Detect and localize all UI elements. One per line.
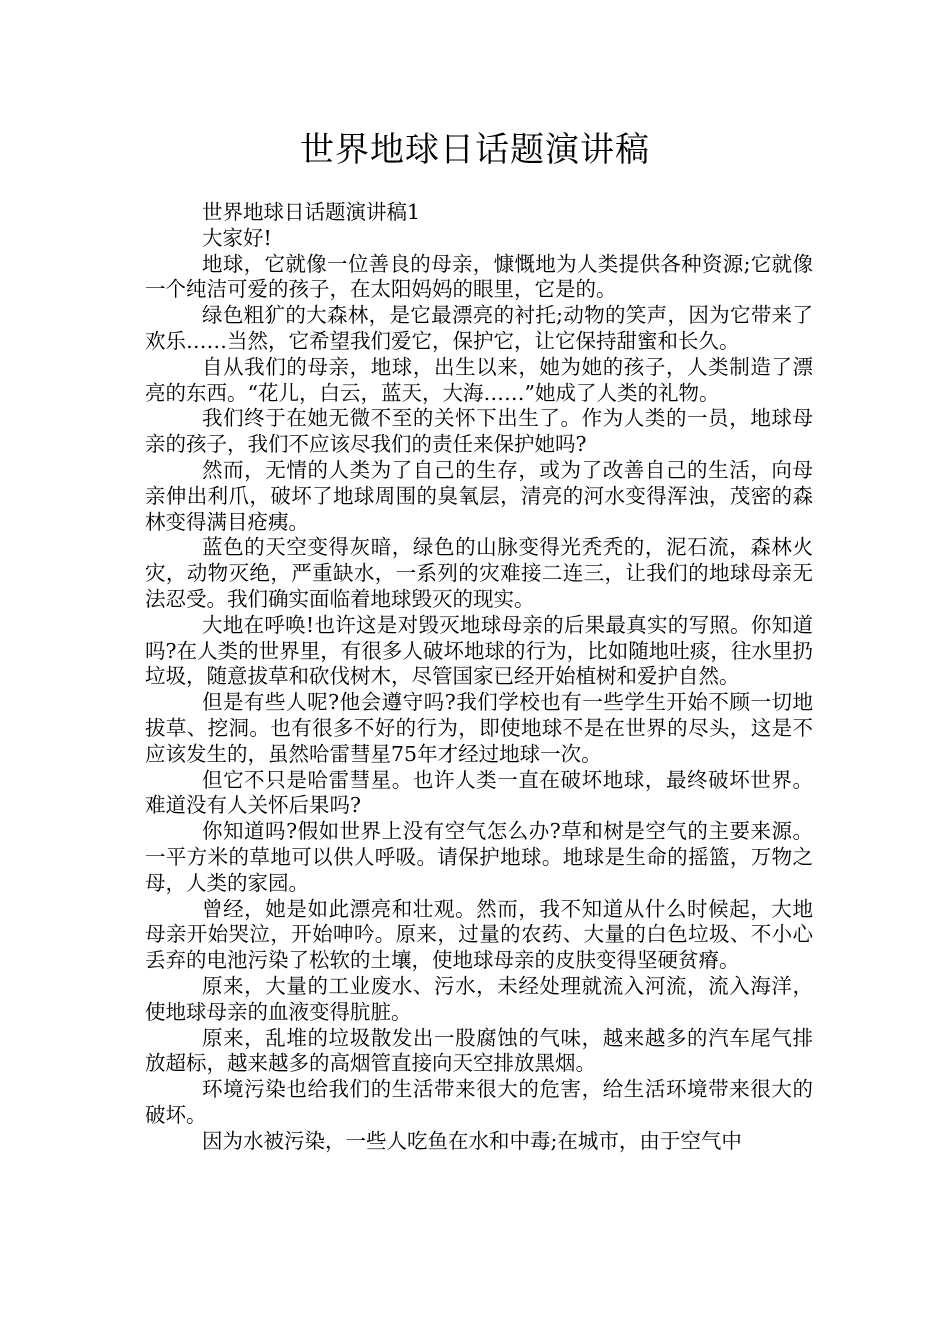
- paragraph: 我们终于在她无微不至的关怀下出生了。作为人类的一员，地球母亲的孩子，我们不应该尽我们的责任来保护她吗?: [145, 406, 813, 457]
- paragraph: 你知道吗?假如世界上没有空气怎么办?草和树是空气的主要来源。一平方米的草地可以供人呼吸。请保护地球。地球是生命的摇篮，万物之母，人类的家园。: [145, 819, 813, 895]
- paragraph: 世界地球日话题演讲稿1: [202, 200, 421, 224]
- paragraph: 但它不只是哈雷彗星。也许人类一直在破坏地球，最终破坏世界。难道没有人关怀后果吗?: [145, 767, 813, 818]
- paragraph: 大地在呼唤!也许这是对毁灭地球母亲的后果最真实的写照。你知道吗?在人类的世界里，有很多人破坏地球的行为，比如随地吐痰，往水里扔垃圾，随意拔草和砍伐树木，尽管国家已经开始植树和爱护自然。: [145, 612, 813, 689]
- paragraph: 绿色粗犷的大森林，是它最漂亮的衬托;动物的笑声，因为它带来了欢乐……当然，它希望我们爱它，保护它，让它保持甜蜜和长久。: [145, 303, 813, 353]
- paragraph: 但是有些人呢?他会遵守吗?我们学校也有一些学生开始不顾一切地拔草、挖洞。也有很多不好的行为，即使地球不是在世界的尽头，这是不应该发生的，虽然哈雷彗星75年才经过地球一次。: [145, 690, 813, 766]
- paragraph: 然而，无情的人类为了自己的生存，或为了改善自己的生活，向母亲伸出利爪，破坏了地球周围的臭氧层，清亮的河水变得浑浊，茂密的森林变得满目疮痍。: [145, 457, 813, 534]
- paragraph: 环境污染也给我们的生活带来很大的危害，给生活环境带来很大的破坏。: [145, 1077, 813, 1127]
- document-title: 世界地球日话题演讲稿: [300, 130, 650, 170]
- paragraph: 自从我们的母亲，地球，出生以来，她为她的孩子，人类制造了漂亮的东西。“花儿，白云，蓝天，大海……”她成了人类的礼物。: [145, 354, 813, 405]
- paragraph: 原来，大量的工业废水、污水，未经处理就流入河流，流入海洋，使地球母亲的血液变得肮脏。: [145, 973, 813, 1024]
- paragraph: 大家好!: [202, 225, 272, 250]
- paragraph: 地球，它就像一位善良的母亲，慷慨地为人类提供各种资源;它就像一个纯洁可爱的孩子，在太阳妈妈的眼里，它是的。: [145, 251, 813, 302]
- paragraph: 原来，乱堆的垃圾散发出一股腐蚀的气味，越来越多的汽车尾气排放超标，越来越多的高烟管直接向天空排放黑烟。: [145, 1025, 813, 1076]
- document-body: [145, 200, 813, 1154]
- paragraph: 蓝色的天空变得灰暗，绿色的山脉变得光秃秃的，泥石流，森林火灾，动物灭绝，严重缺水，一系列的灾难接二连三，让我们的地球母亲无法忍受。我们确实面临着地球毁灭的现实。: [145, 535, 813, 611]
- paragraph: 因为水被污染，一些人吃鱼在水和中毒;在城市，由于空气中: [202, 1128, 742, 1153]
- paragraph: 曾经，她是如此漂亮和壮观。然而，我不知道从什么时候起，大地母亲开始哭泣，开始呻吟。原来，过量的农药、大量的白色垃圾、不小心丢弃的电池污染了松软的土壤，使地球母亲的皮肤变得坚硬贫瘠。: [145, 896, 813, 973]
